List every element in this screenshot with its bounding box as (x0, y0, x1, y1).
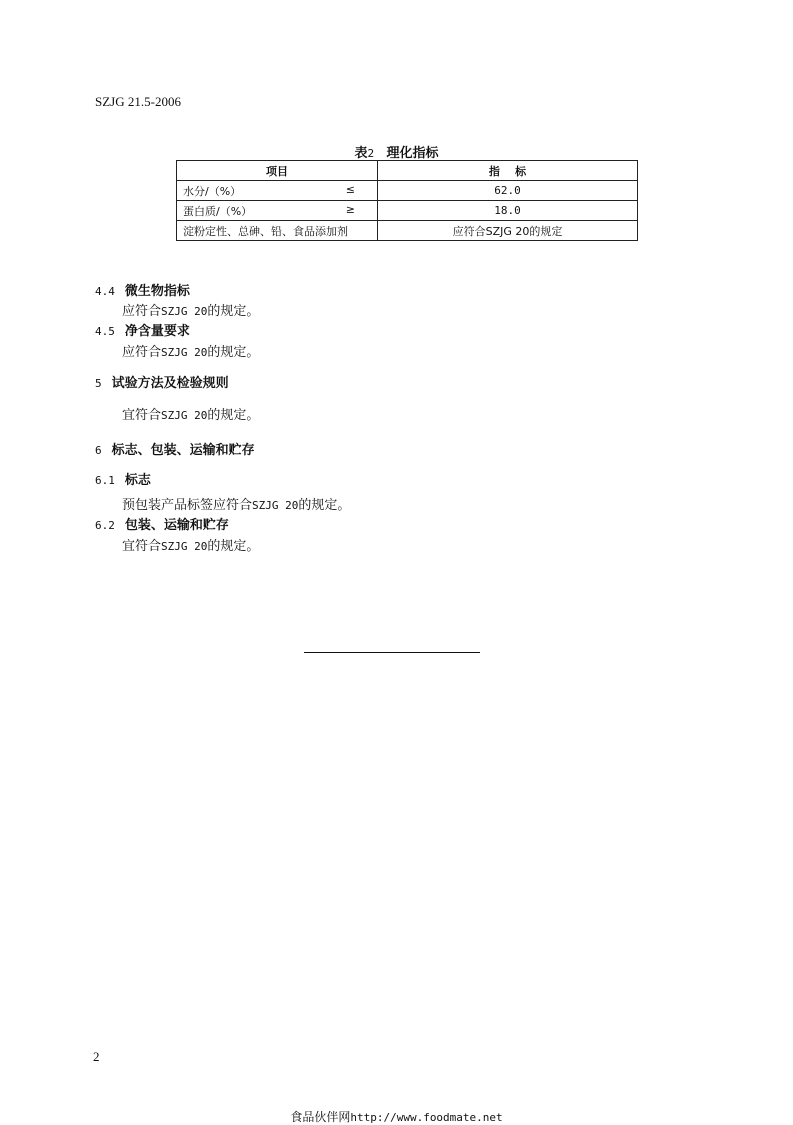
section-body-5 (122, 404, 259, 423)
row-symbol: ≤ (345, 183, 355, 196)
document-code: SZJG 21.5-2006 (95, 94, 181, 109)
body-text: 应符合 (122, 345, 162, 360)
section-heading-6-2 (95, 514, 229, 533)
table-caption-prefix: 表 (354, 146, 368, 161)
body-text: 应符合 (122, 304, 162, 319)
table-row (177, 201, 638, 221)
page-number: 2 (93, 1049, 100, 1064)
body-text: 的规定。 (207, 408, 260, 423)
body-text: 宜符合 (122, 408, 162, 423)
footer-site-name: 食品伙伴网 (290, 1110, 351, 1124)
section-number: 4.5 (95, 325, 115, 338)
body-text: 的规定。 (207, 304, 260, 319)
body-text: 的规定。 (207, 539, 260, 554)
section-heading-6-1 (95, 469, 151, 488)
section-title: 净含量要求 (124, 324, 190, 339)
row-item-label: 淀粉定性、总砷、铅、食品添加剂 (183, 224, 348, 238)
standard-code: SZJG 20 (161, 409, 208, 422)
section-title: 包装、运输和贮存 (124, 518, 229, 533)
row-value: 62.0 (378, 181, 638, 201)
end-rule (304, 652, 480, 653)
row-item-label: 蛋白质/（%） (183, 204, 253, 218)
section-title: 标志、包装、运输和贮存 (111, 443, 255, 458)
body-text: 预包装产品标签应符合 (122, 498, 253, 513)
table-row (177, 221, 638, 241)
header-item: 项目 (177, 161, 378, 181)
table-caption-number: 2 (367, 147, 375, 160)
section-number: 6.1 (95, 474, 115, 487)
section-number: 6 (95, 444, 102, 457)
table-row (177, 181, 638, 201)
table-caption (0, 142, 793, 161)
body-text: 宜符合 (122, 539, 162, 554)
section-title: 试验方法及检验规则 (111, 376, 229, 391)
body-text: 的规定。 (207, 345, 260, 360)
row-value: 应符合SZJG 20的规定 (378, 221, 638, 241)
section-title: 微生物指标 (124, 284, 190, 299)
section-heading-4-5 (95, 320, 190, 339)
section-body-6-1 (122, 494, 350, 513)
section-body-4-5 (122, 341, 259, 360)
row-item-label: 水分/（%） (183, 184, 242, 198)
footer (0, 1108, 793, 1125)
row-value: 18.0 (378, 201, 638, 221)
section-number: 4.4 (95, 285, 115, 298)
physicochemical-table (176, 160, 638, 241)
row-item (177, 181, 378, 201)
row-item (177, 201, 378, 221)
section-number: 6.2 (95, 519, 115, 532)
section-number: 5 (95, 377, 102, 390)
row-symbol: ≥ (345, 203, 355, 216)
footer-url[interactable]: http://www.foodmate.net (350, 1111, 503, 1124)
section-heading-5 (95, 372, 229, 391)
section-heading-4-4 (95, 280, 190, 299)
table-caption-title: 理化指标 (386, 146, 439, 161)
standard-code: SZJG 20 (161, 305, 208, 318)
table-header-row (177, 161, 638, 181)
header-value: 指 标 (378, 161, 638, 181)
body-text: 的规定。 (298, 498, 351, 513)
row-item (177, 221, 378, 241)
section-body-4-4 (122, 300, 259, 319)
standard-code: SZJG 20 (252, 499, 299, 512)
section-body-6-2 (122, 535, 259, 554)
section-title: 标志 (124, 473, 151, 488)
section-heading-6 (95, 439, 255, 458)
standard-code: SZJG 20 (161, 540, 208, 553)
standard-code: SZJG 20 (161, 346, 208, 359)
